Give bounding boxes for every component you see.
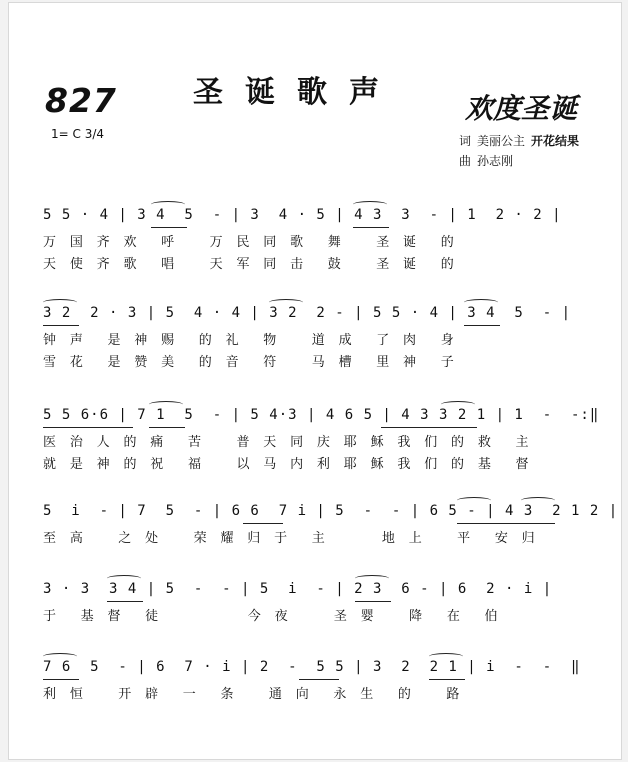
slur-mark <box>43 653 77 660</box>
page-title: 圣诞歌声 <box>193 75 401 110</box>
beat-underline <box>43 679 79 680</box>
beat-underline <box>243 523 283 524</box>
composer-label: 曲 <box>459 154 472 168</box>
beat-underline <box>43 427 133 428</box>
lyric-verse-2: 雪 花 是 赞 美 的 音 符 马 槽 里 神 子 <box>43 355 457 370</box>
lyric-verse-2: 就 是 神 的 祝 福 以 马 内 利 耶 稣 我 们 的 基 督 <box>43 457 532 472</box>
score-system-2 <box>9 305 621 381</box>
lyricist-name: 美丽公主 <box>477 134 526 148</box>
notation-line: 3 2 2 · 3 | 5 4 · 4 | 3 2 2 - | 5 5 · 4 | 3 4 5 - | <box>43 305 572 321</box>
beat-underline <box>149 427 185 428</box>
beat-underline <box>353 227 389 228</box>
lyric-verse-1: 万 国 齐 欢 呼 万 民 同 歌 舞 圣 诞 的 <box>43 235 457 250</box>
slur-mark <box>441 401 475 408</box>
lyric-verse-2: 天 使 齐 歌 唱 天 军 同 击 鼓 圣 诞 的 <box>43 257 457 272</box>
lyric-verse-1: 于 基 督 徒 今 夜 圣 婴 降 在 伯 <box>43 609 501 624</box>
beat-underline <box>429 679 465 680</box>
lyricist-line <box>459 131 579 151</box>
score-system-5 <box>9 581 621 657</box>
score-system-4 <box>9 503 621 579</box>
slur-mark <box>107 575 141 582</box>
credits-block <box>459 131 579 171</box>
beat-underline <box>299 679 339 680</box>
lyricist-label: 词 <box>459 134 472 148</box>
beat-underline <box>355 601 391 602</box>
composer-line <box>459 151 579 171</box>
score-page <box>8 2 622 760</box>
beat-underline <box>43 325 79 326</box>
song-number: 827 <box>45 81 117 120</box>
score-system-6 <box>9 659 621 735</box>
score-system-1 <box>9 207 621 283</box>
key-signature: 1= C 3/4 <box>51 127 105 141</box>
slur-mark <box>269 299 303 306</box>
beat-underline <box>457 523 555 524</box>
beat-underline <box>151 227 187 228</box>
calligraphy-subtitle: 欢度圣诞 <box>465 92 578 125</box>
notation-line: 5 5 · 4 | 3 4 5 - | 3 4 · 5 | 4 3 3 - | 1 2 · 2 | <box>43 207 562 223</box>
lyric-verse-1: 至 高 之 处 荣 耀 归 于 主 地 上 平 安 归 <box>43 531 538 546</box>
composer-name: 孙志刚 <box>477 154 514 168</box>
beat-underline <box>381 427 477 428</box>
notation-line: 3 · 3 3 4 | 5 - - | 5 i - | 2 3 6 - | 6 2 · i | <box>43 581 553 597</box>
uploader-name: 开花结果 <box>531 134 580 148</box>
lyric-verse-1: 利 恒 开 辟 一 条 通 向 永 生 的 路 <box>43 687 463 702</box>
slur-mark <box>457 497 491 504</box>
lyric-verse-1: 钟 声 是 神 赐 的 礼 物 道 成 了 肉 身 <box>43 333 457 348</box>
notation-line: 7 6 5 - | 6 7 · i | 2 - 5 5 | 3 2 2 1 | i - - ‖ <box>43 659 581 675</box>
slur-mark <box>464 299 498 306</box>
slur-mark <box>355 575 389 582</box>
score-system-3 <box>9 407 621 483</box>
beat-underline <box>107 601 143 602</box>
slur-mark <box>521 497 555 504</box>
slur-mark <box>151 201 185 208</box>
lyric-verse-1: 医 治 人 的 痛 苦 普 天 同 庆 耶 稣 我 们 的 救 主 <box>43 435 532 450</box>
slur-mark <box>149 401 183 408</box>
beat-underline <box>464 325 500 326</box>
slur-mark <box>429 653 463 660</box>
slur-mark <box>43 299 77 306</box>
notation-line: 5 i - | 7 5 - | 6 6 7 i | 5 - - | 6 5 - | 4 3 2 1 2 | <box>43 503 619 519</box>
notation-line: 5 5 6·6 | 7 1 5 - | 5 4·3 | 4 6 5 | 4 3 3 2 1 | 1 - -:‖ <box>43 407 600 423</box>
slur-mark <box>353 201 387 208</box>
